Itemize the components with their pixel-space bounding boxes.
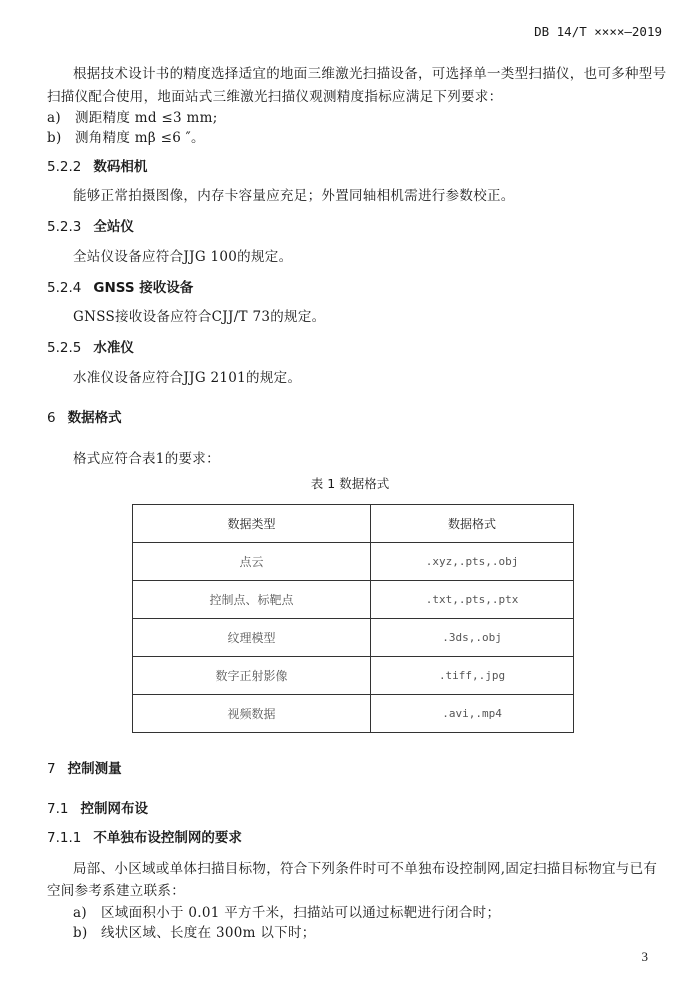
paragraph-line: 局部、小区域或单体扫描目标物，符合下列条件时可不单独布设控制网,固定扫描目标物宜与已有 (73, 861, 658, 877)
chapter-title: 数据格式 (67, 410, 122, 426)
list-marker: b) (73, 925, 88, 941)
section-number: 5.2.2 (47, 159, 82, 175)
table-row (133, 619, 574, 657)
chapter-heading (47, 757, 122, 777)
table-cell: .3ds,.obj (371, 619, 574, 657)
page-number: 3 (641, 949, 648, 964)
table-row (133, 695, 574, 733)
section-title: 数码相机 (93, 159, 148, 175)
list-item (47, 106, 218, 126)
table-cell: .avi,.mp4 (371, 695, 574, 733)
list-item-text: 区域面积小于 0.01 平方千米，扫描站可以通过标靶进行闭合时； (101, 905, 501, 921)
paragraph-line: 扫描仪配合使用，地面站式三维激光扫描仪观测精度指标应满足下列要求： (47, 89, 503, 105)
section-number: 5.2.4 (47, 280, 82, 296)
table-cell: 控制点、标靶点 (133, 581, 371, 619)
table-caption: 表 1 数据格式 (310, 476, 390, 491)
column-header: 数据类型 (133, 505, 371, 543)
paragraph-line: 根据技术设计书的精度选择适宜的地面三维激光扫描设备，可选择单一类型扫描仪，也可多种型号 (73, 66, 667, 82)
chapter-number: 7 (47, 761, 56, 777)
section-heading (47, 826, 242, 846)
chapter-heading (47, 406, 122, 426)
section-number: 7.1.1 (47, 830, 82, 846)
list-item (73, 901, 500, 921)
paragraph: GNSS接收设备应符合CJJ/T 73的规定。 (73, 309, 326, 325)
section-title: 水准仪 (93, 340, 134, 356)
document-code: DB 14/T ××××—2019 (534, 24, 662, 39)
section-title: 不单独布设控制网的要求 (93, 830, 242, 846)
list-item-text: 线状区域、长度在 300m 以下时； (101, 925, 316, 941)
table-cell: 点云 (133, 543, 371, 581)
section-number: 5.2.3 (47, 219, 82, 235)
section-heading (47, 276, 193, 296)
paragraph: 格式应符合表1的要求： (73, 451, 220, 467)
table-cell: 数字正射影像 (133, 657, 371, 695)
section-heading (47, 336, 134, 356)
paragraph: 水准仪设备应符合JJG 2101的规定。 (73, 370, 302, 386)
table-row (133, 581, 574, 619)
table-row (133, 543, 574, 581)
chapter-number: 6 (47, 410, 56, 426)
chapter-title: 控制测量 (67, 761, 122, 777)
list-marker: a) (73, 905, 87, 921)
table-cell: 视频数据 (133, 695, 371, 733)
section-title: 全站仪 (93, 219, 134, 235)
data-format-table (132, 504, 574, 733)
list-item-text: 测距精度 md ≤3 mm; (75, 110, 218, 126)
table-cell: 纹理模型 (133, 619, 371, 657)
list-item (47, 126, 205, 146)
section-heading (47, 797, 148, 817)
table-cell: .txt,.pts,.ptx (371, 581, 574, 619)
table-cell: .xyz,.pts,.obj (371, 543, 574, 581)
paragraph: 全站仪设备应符合JJG 100的规定。 (73, 249, 293, 265)
list-item (73, 921, 316, 941)
list-item-text: 测角精度 mβ ≤6 ″。 (75, 130, 205, 146)
section-heading (47, 155, 147, 175)
section-number: 5.2.5 (47, 340, 82, 356)
paragraph-line: 空间参考系建立联系： (47, 883, 185, 899)
paragraph: 能够正常拍摄图像，内存卡容量应充足；外置同轴相机需进行参数校正。 (73, 188, 515, 204)
section-title: 控制网布设 (80, 801, 148, 817)
list-marker: a) (47, 110, 61, 126)
table-row (133, 657, 574, 695)
list-marker: b) (47, 130, 62, 146)
column-header: 数据格式 (371, 505, 574, 543)
table-header-row (133, 505, 574, 543)
section-number: 7.1 (47, 801, 69, 817)
table-cell: .tiff,.jpg (371, 657, 574, 695)
section-title: GNSS 接收设备 (93, 280, 194, 296)
section-heading (47, 215, 134, 235)
